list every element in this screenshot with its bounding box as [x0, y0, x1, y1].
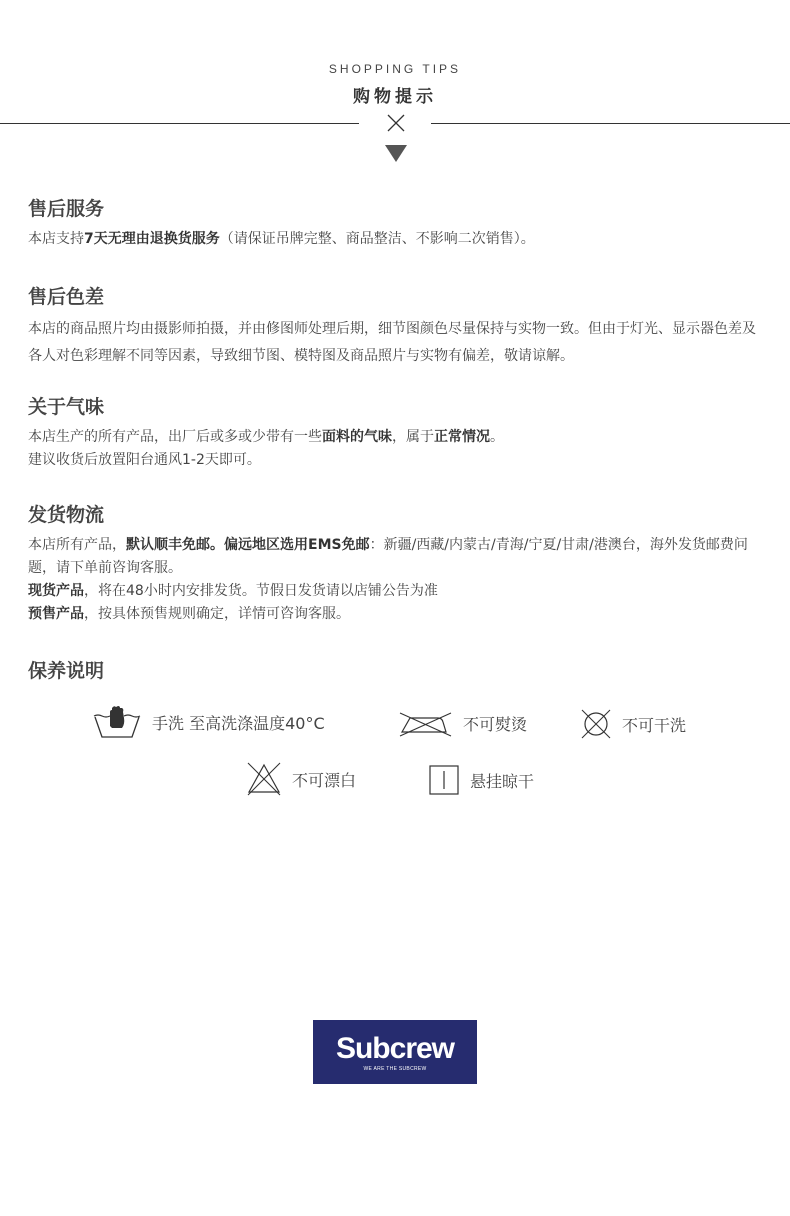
section-title: 售后色差	[28, 286, 105, 308]
highlight-text: 7天无理由退换货服务	[84, 231, 220, 247]
shipping-text	[28, 534, 768, 580]
care-item-no-dry-clean	[580, 708, 686, 740]
highlight-text: 预售产品	[28, 606, 84, 622]
header-title-en: SHOPPING TIPS	[328, 62, 462, 76]
section-title: 售后服务	[28, 198, 105, 220]
after-sales-text	[28, 228, 768, 251]
care-item-hand-wash	[92, 704, 325, 740]
cross-icon	[386, 113, 406, 133]
care-section	[28, 658, 768, 690]
care-label: 不可漂白	[292, 770, 357, 790]
shipping-section	[28, 502, 768, 626]
care-item-no-iron	[398, 708, 527, 738]
highlight-text: 正常情况	[434, 429, 490, 445]
highlight-text: 面料的气味	[322, 429, 392, 445]
smell-text-2: 建议收货后放置阳台通风1-2天即可。	[28, 452, 261, 468]
presale-text	[28, 603, 768, 626]
no-dry-clean-icon	[580, 708, 612, 740]
text-span: ，按具体预售规则确定，详情可咨询客服。	[84, 606, 350, 622]
no-iron-icon	[398, 708, 453, 738]
highlight-text: 默认顺丰免邮。偏远地区选用EMS免邮	[126, 537, 370, 553]
hang-dry-icon	[428, 764, 460, 796]
smell-text	[28, 426, 768, 449]
divider-right	[431, 123, 790, 124]
color-difference-section	[28, 284, 768, 370]
care-label: 悬挂晾干	[470, 771, 535, 791]
care-label: 手洗 至高洗涤温度40°C	[152, 713, 325, 733]
text-span: 本店支持	[28, 231, 84, 247]
hand-wash-icon	[92, 704, 142, 740]
care-label: 不可熨烫	[463, 714, 528, 734]
text-span: 本店生产的所有产品，出厂后或多或少带有一些	[28, 429, 322, 445]
in-stock-text	[28, 580, 768, 603]
text-span: 。	[490, 429, 504, 445]
smell-section	[28, 394, 768, 472]
text-span: ：新疆/西藏/内蒙古/青海/宁夏/甘肃/港澳台，海外发货邮费问题，请下单前咨询客服。	[28, 537, 748, 576]
no-bleach-icon	[246, 761, 282, 797]
care-item-no-bleach	[246, 761, 356, 797]
section-title: 关于气味	[28, 396, 105, 418]
section-title: 发货物流	[28, 504, 105, 526]
text-span: ，将在48小时内安排发货。节假日发货请以店铺公告为准	[84, 583, 438, 599]
text-span: 本店所有产品，	[28, 537, 126, 553]
shopping-tips-header	[0, 0, 790, 170]
down-triangle-icon	[384, 144, 408, 163]
text-span: ，属于	[392, 429, 434, 445]
logo-name: Subcrew	[335, 1031, 455, 1065]
subcrew-logo	[313, 1020, 477, 1084]
header-title-cn: 购物提示	[353, 87, 437, 107]
care-item-hang-dry	[428, 764, 534, 796]
color-difference-text: 本店的商品照片均由摄影师拍摄，并由修图师处理后期，细节图颜色尽量保持与实物一致。但由于灯光、显示器色差及各人对色彩理解不同等因素，导致细节图、模特图及商品照片与实物有偏差，敬请谅解。	[28, 321, 756, 364]
text-span: （请保证吊牌完整、商品整洁、不影响二次销售）。	[219, 231, 535, 247]
care-label: 不可干洗	[622, 715, 687, 735]
highlight-text: 现货产品	[28, 583, 84, 599]
logo-tagline: WE ARE THE SUBCREW	[363, 1065, 427, 1072]
divider-left	[0, 123, 359, 124]
section-title: 保养说明	[28, 660, 105, 682]
after-sales-section	[28, 196, 768, 251]
